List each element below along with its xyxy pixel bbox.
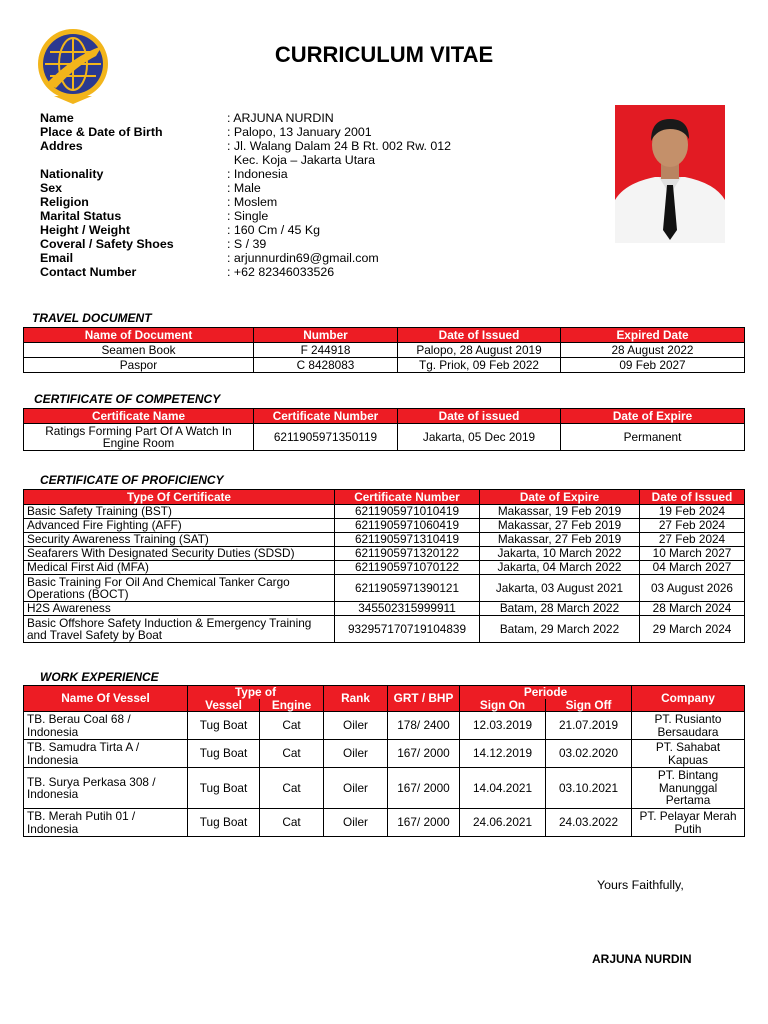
table-row — [24, 740, 745, 768]
header-periode: Periode — [460, 686, 632, 699]
table-cell: 29 March 2024 — [640, 616, 745, 643]
closing-salutation: Yours Faithfully, — [597, 878, 684, 892]
table-cell: 6211905971010419 — [335, 505, 480, 519]
info-row — [40, 167, 527, 181]
table-cell: Oiler — [324, 740, 388, 768]
column-header: Date of Expire — [480, 490, 640, 505]
table-cell: TB. Merah Putih 01 / Indonesia — [24, 809, 188, 837]
table-cell: 6211905971060419 — [335, 519, 480, 533]
info-row — [40, 265, 527, 279]
column-header: Number — [254, 328, 398, 343]
table-cell: Tug Boat — [188, 809, 260, 837]
table-row — [24, 505, 745, 519]
column-header: Date of Issued — [398, 328, 561, 343]
info-label: Email — [40, 251, 74, 265]
table-cell: 12.03.2019 — [460, 712, 546, 740]
table-cell: Makassar, 27 Feb 2019 — [480, 519, 640, 533]
info-value: : arjunnurdin69@gmail.com — [227, 251, 379, 265]
table-cell: Medical First Aid (MFA) — [24, 561, 335, 575]
table-cell: 28 August 2022 — [561, 343, 745, 358]
travel-document-heading: TRAVEL DOCUMENT — [32, 311, 152, 325]
table-cell: PT. Bintang Manunggal Pertama — [632, 768, 745, 809]
table-cell: 178/ 2400 — [388, 712, 460, 740]
column-header: Name of Document — [24, 328, 254, 343]
profile-photo — [615, 105, 725, 243]
table-cell: TB. Berau Coal 68 / Indonesia — [24, 712, 188, 740]
proficiency-heading: CERTIFICATE OF PROFICIENCY — [40, 473, 224, 487]
table-cell: 932957170719104839 — [335, 616, 480, 643]
table-cell: 345502315999911 — [335, 602, 480, 616]
column-header: Certificate Name — [24, 409, 254, 424]
table-cell: Tug Boat — [188, 740, 260, 768]
info-row — [40, 111, 527, 125]
info-label: Marital Status — [40, 209, 122, 223]
info-label — [40, 153, 227, 167]
table-cell: Batam, 29 March 2022 — [480, 616, 640, 643]
table-cell: Advanced Fire Fighting (AFF) — [24, 519, 335, 533]
table-cell: 09 Feb 2027 — [561, 358, 745, 373]
header-type-engine: Engine — [260, 699, 324, 712]
table-cell: H2S Awareness — [24, 602, 335, 616]
header-rank: Rank — [324, 686, 388, 712]
column-header: Date of issued — [398, 409, 561, 424]
column-header: Date of Issued — [640, 490, 745, 505]
table-row — [24, 561, 745, 575]
personal-info — [40, 111, 527, 279]
info-row — [40, 223, 527, 237]
info-label: Name — [40, 111, 74, 125]
info-value: : Indonesia — [227, 167, 288, 181]
table-cell: 6211905971320122 — [335, 547, 480, 561]
info-row — [40, 125, 527, 139]
table-cell: 6211905971390121 — [335, 575, 480, 602]
info-label: Height / Weight — [40, 223, 130, 237]
table-cell: Tg. Priok, 09 Feb 2022 — [398, 358, 561, 373]
work-experience-table — [23, 685, 745, 837]
table-cell: 167/ 2000 — [388, 809, 460, 837]
competency-heading: CERTIFICATE OF COMPETENCY — [34, 392, 221, 406]
table-cell: PT. Sahabat Kapuas — [632, 740, 745, 768]
table-row — [24, 712, 745, 740]
info-row — [40, 181, 527, 195]
table-cell: Tug Boat — [188, 712, 260, 740]
table-cell: 167/ 2000 — [388, 740, 460, 768]
info-row — [40, 209, 527, 223]
table-cell: 10 March 2027 — [640, 547, 745, 561]
info-row — [40, 195, 527, 209]
table-cell: Basic Offshore Safety Induction & Emergency Training and Travel Safety by Boat — [24, 616, 335, 643]
info-value: Kec. Koja – Jakarta Utara — [227, 153, 376, 167]
table-cell: TB. Samudra Tirta A / Indonesia — [24, 740, 188, 768]
header-sign-on: Sign On — [460, 699, 546, 712]
table-row — [24, 358, 745, 373]
header-vessel-name: Name Of Vessel — [24, 686, 188, 712]
table-row — [24, 809, 745, 837]
signature-name: ARJUNA NURDIN — [592, 952, 692, 966]
table-cell: Cat — [260, 740, 324, 768]
table-row — [24, 768, 745, 809]
document-title: CURRICULUM VITAE — [274, 42, 494, 67]
table-row — [24, 602, 745, 616]
table-cell: Paspor — [24, 358, 254, 373]
table-cell: 24.06.2021 — [460, 809, 546, 837]
table-cell: 6211905971310419 — [335, 533, 480, 547]
table-cell: Cat — [260, 809, 324, 837]
table-cell: Permanent — [561, 424, 745, 451]
table-cell: C 8428083 — [254, 358, 398, 373]
info-value: : Single — [227, 209, 269, 223]
info-label: Sex — [40, 181, 63, 195]
info-label: Place & Date of Birth — [40, 125, 163, 139]
table-cell: Cat — [260, 768, 324, 809]
table-cell: Tug Boat — [188, 768, 260, 809]
table-cell: F 244918 — [254, 343, 398, 358]
info-row — [40, 251, 527, 265]
info-row — [40, 139, 527, 153]
table-cell: Seafarers With Designated Security Duties (SDSD) — [24, 547, 335, 561]
info-value: : ARJUNA NURDIN — [227, 111, 334, 125]
table-cell: 03.10.2021 — [546, 768, 632, 809]
info-value: : 160 Cm / 45 Kg — [227, 223, 320, 237]
table-cell: Basic Safety Training (BST) — [24, 505, 335, 519]
table-cell: 27 Feb 2024 — [640, 533, 745, 547]
info-label: Religion — [40, 195, 89, 209]
table-cell: Jakarta, 04 March 2022 — [480, 561, 640, 575]
header-sign-off: Sign Off — [546, 699, 632, 712]
table-cell: Oiler — [324, 809, 388, 837]
table-cell: 27 Feb 2024 — [640, 519, 745, 533]
table-row — [24, 533, 745, 547]
info-label: Addres — [40, 139, 83, 153]
table-cell: 24.03.2022 — [546, 809, 632, 837]
table-row — [24, 575, 745, 602]
table-cell: 6211905971070122 — [335, 561, 480, 575]
proficiency-table — [23, 489, 745, 643]
table-cell: Makassar, 19 Feb 2019 — [480, 505, 640, 519]
info-label: Coveral / Safety Shoes — [40, 237, 174, 251]
column-header: Expired Date — [561, 328, 745, 343]
table-cell: 28 March 2024 — [640, 602, 745, 616]
table-cell: Oiler — [324, 768, 388, 809]
info-value: : +62 82346033526 — [227, 265, 335, 279]
table-row — [24, 616, 745, 643]
work-experience-heading: WORK EXPERIENCE — [40, 670, 159, 684]
table-cell: Ratings Forming Part Of A Watch In Engine Room — [24, 424, 254, 451]
table-cell: 03.02.2020 — [546, 740, 632, 768]
header-grt-bhp: GRT / BHP — [388, 686, 460, 712]
table-row — [24, 547, 745, 561]
info-row — [40, 153, 527, 167]
table-cell: TB. Surya Perkasa 308 / Indonesia — [24, 768, 188, 809]
column-header: Type Of Certificate — [24, 490, 335, 505]
travel-document-table — [23, 327, 745, 373]
table-cell: Makassar, 27 Feb 2019 — [480, 533, 640, 547]
table-row — [24, 519, 745, 533]
table-cell: Jakarta, 05 Dec 2019 — [398, 424, 561, 451]
table-row — [24, 343, 745, 358]
table-cell: Batam, 28 March 2022 — [480, 602, 640, 616]
column-header: Certificate Number — [335, 490, 480, 505]
info-value: : Moslem — [227, 195, 278, 209]
table-cell: Oiler — [324, 712, 388, 740]
info-row — [40, 237, 527, 251]
column-header: Certificate Number — [254, 409, 398, 424]
header-type-vessel: Vessel — [188, 699, 260, 712]
table-cell: Palopo, 28 August 2019 — [398, 343, 561, 358]
competency-table — [23, 408, 745, 451]
table-cell: 04 March 2027 — [640, 561, 745, 575]
table-row — [24, 424, 745, 451]
table-cell: Security Awareness Training (SAT) — [24, 533, 335, 547]
table-cell: Basic Training For Oil And Chemical Tanker Cargo Operations (BOCT) — [24, 575, 335, 602]
info-label: Nationality — [40, 167, 104, 181]
table-cell: 19 Feb 2024 — [640, 505, 745, 519]
table-cell: PT. Rusianto Bersaudara — [632, 712, 745, 740]
column-header: Date of Expire — [561, 409, 745, 424]
table-cell: Seamen Book — [24, 343, 254, 358]
table-cell: 21.07.2019 — [546, 712, 632, 740]
table-cell: 14.12.2019 — [460, 740, 546, 768]
info-value: : Jl. Walang Dalam 24 B Rt. 002 Rw. 012 — [227, 139, 452, 153]
header-type-of: Type of — [188, 686, 324, 699]
table-cell: 167/ 2000 — [388, 768, 460, 809]
table-cell: Jakarta, 03 August 2021 — [480, 575, 640, 602]
table-cell: 14.04.2021 — [460, 768, 546, 809]
info-label: Contact Number — [40, 265, 137, 279]
table-cell: PT. Pelayar Merah Putih — [632, 809, 745, 837]
info-value: : Male — [227, 181, 261, 195]
info-value: : Palopo, 13 January 2001 — [227, 125, 372, 139]
table-cell: Cat — [260, 712, 324, 740]
info-value: : S / 39 — [227, 237, 267, 251]
table-cell: 6211905971350119 — [254, 424, 398, 451]
table-cell: 03 August 2026 — [640, 575, 745, 602]
table-cell: Jakarta, 10 March 2022 — [480, 547, 640, 561]
header-company: Company — [632, 686, 745, 712]
